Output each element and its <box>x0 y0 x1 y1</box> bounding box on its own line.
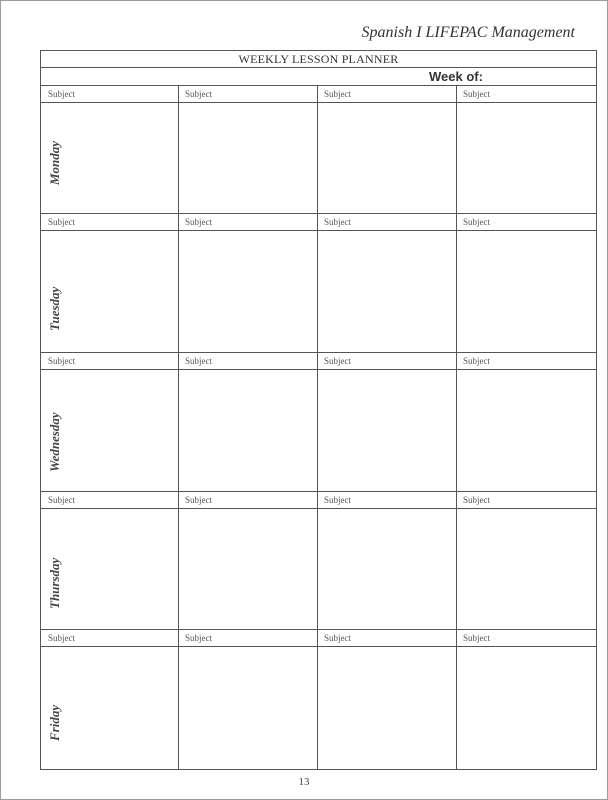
day-label-wednesday: Wednesday <box>47 412 62 472</box>
day-label-tuesday: Tuesday <box>47 286 62 331</box>
subject-label: Subject <box>185 217 212 227</box>
day-block-wednesday <box>41 353 596 492</box>
subject-label: Subject <box>185 356 212 366</box>
subject-label: Subject <box>463 633 490 643</box>
subject-row <box>41 630 596 647</box>
subject-label: Subject <box>463 356 490 366</box>
subject-label: Subject <box>48 633 75 643</box>
subject-label: Subject <box>48 217 75 227</box>
subject-label: Subject <box>324 356 351 366</box>
subject-label: Subject <box>324 633 351 643</box>
subject-row <box>41 86 596 103</box>
day-label-thursday: Thursday <box>47 557 62 609</box>
week-of-row <box>41 68 596 86</box>
subject-label: Subject <box>185 89 212 99</box>
day-body <box>41 370 596 492</box>
subject-label: Subject <box>463 495 490 505</box>
subject-label: Subject <box>48 495 75 505</box>
day-label-friday: Friday <box>47 704 62 741</box>
day-label-monday: Monday <box>47 140 62 185</box>
page-header-title: Spanish I LIFEPAC Management <box>361 24 575 41</box>
day-body <box>41 231 596 353</box>
subject-label: Subject <box>324 495 351 505</box>
subject-row <box>41 353 596 370</box>
page-number: 13 <box>298 776 310 788</box>
day-block-tuesday <box>41 214 596 353</box>
day-body <box>41 509 596 630</box>
day-body <box>41 647 596 769</box>
subject-label: Subject <box>185 633 212 643</box>
subject-label: Subject <box>324 89 351 99</box>
day-block-thursday <box>41 492 596 630</box>
subject-label: Subject <box>185 495 212 505</box>
subject-label: Subject <box>463 217 490 227</box>
subject-row <box>41 214 596 231</box>
subject-label: Subject <box>324 217 351 227</box>
subject-label: Subject <box>48 89 75 99</box>
planner-title: WEEKLY LESSON PLANNER <box>41 51 596 68</box>
day-block-friday <box>41 630 596 769</box>
day-block-monday <box>41 86 596 214</box>
day-body <box>41 103 596 214</box>
subject-row <box>41 492 596 509</box>
subject-label: Subject <box>463 89 490 99</box>
weekly-lesson-planner <box>40 50 597 770</box>
subject-label: Subject <box>48 356 75 366</box>
week-of-label: Week of: <box>429 69 483 84</box>
